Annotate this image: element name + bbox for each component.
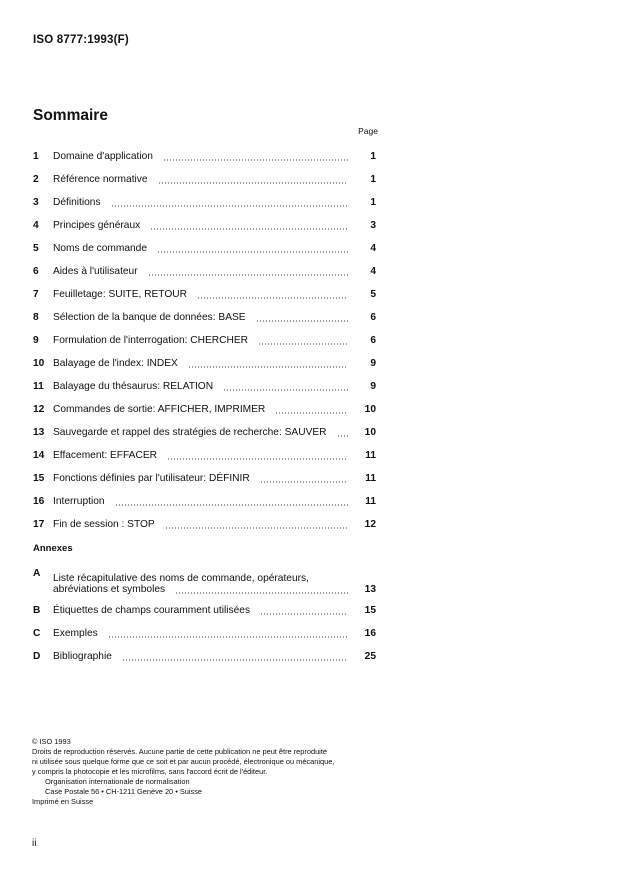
toc-entry[interactable] [33,145,376,168]
toc-entry-page: 11 [365,450,376,461]
dot-leader [158,182,348,184]
toc-entry[interactable] [33,444,376,467]
toc-entry-page: 4 [370,243,376,254]
toc-entry[interactable] [33,283,376,306]
toc-entry-label: Référence normative [53,174,148,185]
annex-entry[interactable] [33,599,376,622]
annexes-heading: Annexes [33,543,73,554]
toc-entry-number: 15 [33,473,45,484]
toc-entry[interactable] [33,375,376,398]
annex-label: Exemples [53,628,98,639]
toc-entry-page: 12 [364,519,376,530]
dot-leader [275,412,348,414]
toc-entry-page: 1 [370,174,376,185]
toc-entry-page: 1 [370,197,376,208]
toc-entry[interactable] [33,467,376,490]
annexes-list [33,564,376,668]
toc-entry-number: 3 [33,197,39,208]
annex-label: Bibliographie [53,651,112,662]
toc-entry-page: 11 [365,496,376,507]
toc-entry-label: Formulation de l'interrogation: CHERCHER [53,335,249,346]
annex-label-line2: abréviations et symboles [53,584,166,595]
toc-entry[interactable] [33,513,376,536]
annex-letter: A [33,568,41,579]
dot-leader [148,274,348,276]
toc-entry-number: 7 [33,289,39,300]
toc-entry-number: 1 [33,151,39,162]
printed-in: Imprimé en Suisse [32,797,94,806]
dot-leader [163,159,348,161]
dot-leader [111,205,348,207]
annex-page: 16 [364,628,376,639]
toc-entry-page: 11 [365,473,376,484]
toc-entry-label: Fin de session : STOP [53,519,155,530]
page-number: ii [32,838,37,849]
toc-entry[interactable] [33,329,376,352]
organization-name: Organisation internationale de normalisation [45,777,190,786]
toc-entry-label: Définitions [53,197,101,208]
toc-entry-label: Aides à l'utilisateur [53,266,138,277]
annex-letter: C [33,628,41,639]
toc-entry[interactable] [33,490,376,513]
toc-entry[interactable] [33,191,376,214]
page-column-label: Page [358,126,378,136]
toc-entry-label: Commandes de sortie: AFFICHER, IMPRIMER [53,404,266,415]
document-id-header: ISO 8777:1993(F) [33,34,129,46]
toc-entry-page: 6 [370,335,376,346]
toc-entry-label: Sélection de la banque de données: BASE [53,312,246,323]
toc-entry[interactable] [33,237,376,260]
toc-entry-page: 5 [370,289,376,300]
toc-entry[interactable] [33,306,376,329]
toc-entry-page: 10 [364,427,376,438]
copyright-notice: © ISO 1993 [32,737,71,746]
dot-leader [165,527,348,529]
organization-address: Case Postale 56 • CH-1211 Genève 20 • Suisse [45,787,203,796]
toc-entry-number: 4 [33,220,39,231]
toc-entry-number: 12 [33,404,45,415]
annex-letter: D [33,651,41,662]
toc-entry-label: Effacement: EFFACER [53,450,157,461]
toc-entry-label: Domaine d'application [53,151,153,162]
dot-leader [157,251,348,253]
dot-leader [337,435,348,437]
toc-entry[interactable] [33,352,376,375]
annex-letter: B [33,605,41,616]
toc-entry-label: Noms de commande [53,243,147,254]
dot-leader [115,504,348,506]
rights-text-line: Droits de reproduction réservés. Aucune partie de cette publication ne peut être reproduite [32,747,327,756]
toc-entry-label: Balayage de l'index: INDEX [53,358,178,369]
toc-entry-label: Principes généraux [53,220,141,231]
toc-entry[interactable] [33,168,376,191]
annex-label: Étiquettes de champs couramment utilisées [53,605,251,616]
toc-entry-label: Balayage du thésaurus: RELATION [53,381,214,392]
toc-entry-page: 9 [370,358,376,369]
rights-text-line: ni utilisée sous quelque forme que ce soit et par aucun procédé, électronique ou mécanique, [32,757,335,766]
dot-leader [167,458,348,460]
rights-text-line: y compris la photocopie et les microfilms, sans l'accord écrit de l'éditeur. [32,767,268,776]
toc-entry-label: Sauvegarde et rappel des stratégies de recherche: SAUVER [53,427,327,438]
toc-entry-label: Interruption [53,496,105,507]
dot-leader [256,320,348,322]
toc-entry[interactable] [33,421,376,444]
toc-entry[interactable] [33,214,376,237]
annex-page: 15 [364,605,376,616]
toc-entry-page: 1 [370,151,376,162]
toc-entry-number: 8 [33,312,39,323]
dot-leader [175,592,348,594]
toc-entry-number: 9 [33,335,39,346]
toc-entry-number: 14 [33,450,45,461]
dot-leader [260,481,348,483]
annex-entry[interactable] [33,645,376,668]
dot-leader [258,343,348,345]
dot-leader [108,636,348,638]
toc-entry-number: 13 [33,427,45,438]
toc-entry[interactable] [33,260,376,283]
toc-entry-label: Fonctions définies par l'utilisateur: DÉFINIR [53,473,250,484]
dot-leader [188,366,348,368]
annex-page: 25 [364,651,376,662]
toc-entry-page: 10 [364,404,376,415]
annex-entry[interactable] [33,564,376,595]
annex-label-line1: Liste récapitulative des noms de commande, opérateurs, [53,573,309,584]
toc-entry[interactable] [33,398,376,421]
dot-leader [197,297,348,299]
dot-leader [223,389,348,391]
table-of-contents [33,145,376,536]
toc-entry-page: 3 [370,220,376,231]
toc-entry-number: 2 [33,174,39,185]
dot-leader [122,659,348,661]
annex-entry[interactable] [33,622,376,645]
toc-entry-number: 16 [33,496,45,507]
toc-entry-number: 17 [33,519,45,530]
dot-leader [260,613,348,615]
toc-entry-number: 11 [33,381,44,392]
dot-leader [150,228,348,230]
page-title: Sommaire [33,107,108,124]
toc-entry-number: 5 [33,243,39,254]
annex-page: 13 [364,584,376,595]
toc-entry-page: 9 [370,381,376,392]
toc-entry-label: Feuilletage: SUITE, RETOUR [53,289,187,300]
toc-entry-number: 6 [33,266,39,277]
toc-entry-page: 4 [370,266,376,277]
copyright-block [32,737,382,807]
toc-entry-number: 10 [33,358,45,369]
toc-entry-page: 6 [370,312,376,323]
